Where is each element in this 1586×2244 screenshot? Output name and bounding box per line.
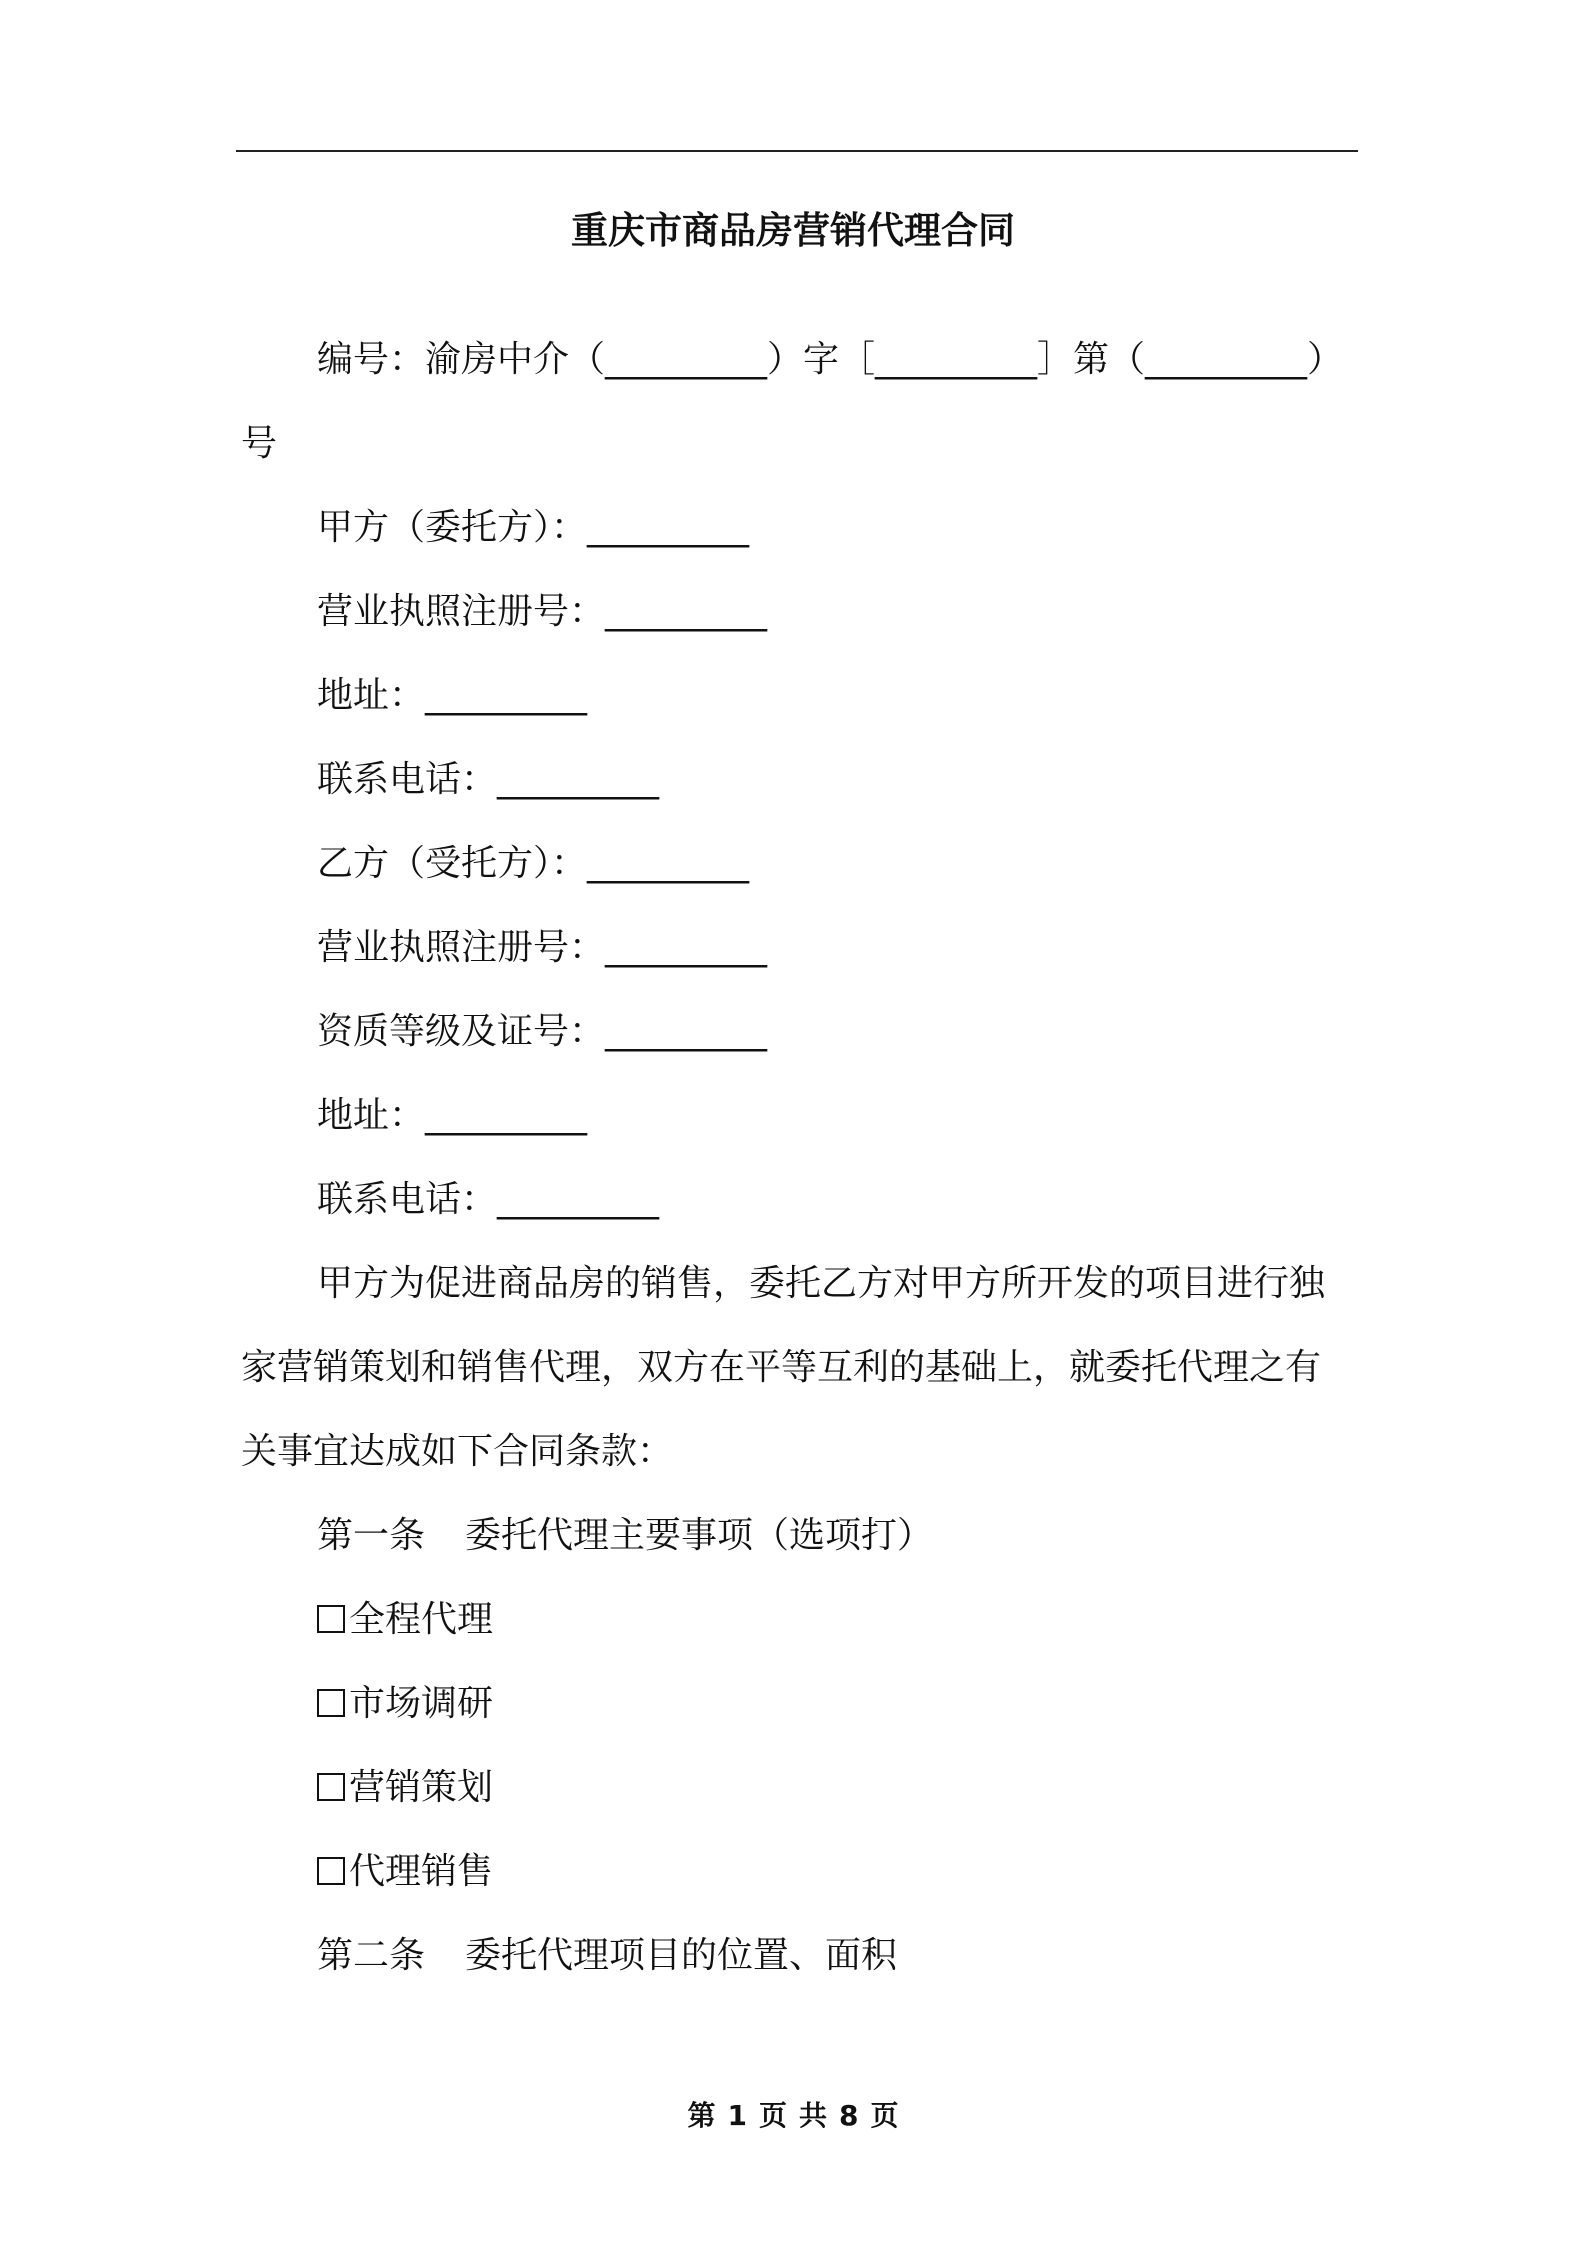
checkbox-marketing-planning[interactable] bbox=[317, 1773, 345, 1801]
party-b-name: 乙方（受托方）：_________ bbox=[317, 843, 750, 884]
page-footer bbox=[0, 2094, 1586, 2134]
party-b-license: 营业执照注册号：_________ bbox=[317, 927, 768, 968]
party-b-qualification: 资质等级及证号：_________ bbox=[317, 1011, 768, 1052]
option-sales-agency bbox=[241, 1830, 1356, 1914]
option-label: 营销策划 bbox=[349, 1767, 494, 1808]
option-full-agency bbox=[241, 1578, 1356, 1662]
preamble-line-3: 关事宜达成如下合同条款： bbox=[241, 1431, 674, 1472]
article-2-heading bbox=[241, 1914, 1356, 1998]
party-a-license: 营业执照注册号：_________ bbox=[317, 591, 768, 632]
footer-label: 页 bbox=[870, 2099, 899, 2132]
checkbox-full-agency[interactable] bbox=[317, 1605, 345, 1633]
checkbox-market-research[interactable] bbox=[317, 1689, 345, 1717]
contract-number-line: 编号：渝房中介（_________）字［_________］第（_________） bbox=[317, 339, 1344, 380]
article-1-title: 委托代理主要事项（选项打） bbox=[465, 1515, 934, 1556]
checkbox-sales-agency[interactable] bbox=[317, 1857, 345, 1885]
preamble-line-1: 甲方为促进商品房的销售，委托乙方对甲方所开发的项目进行独 bbox=[317, 1263, 1326, 1304]
document-body bbox=[241, 318, 1356, 1998]
article-2-title: 委托代理项目的位置、面积 bbox=[465, 1935, 898, 1976]
option-marketing-planning bbox=[241, 1746, 1356, 1830]
party-b-phone: 联系电话：_________ bbox=[317, 1179, 660, 1220]
page-total: 8 bbox=[839, 2099, 859, 2132]
party-a-phone: 联系电话：_________ bbox=[317, 759, 660, 800]
party-a-address: 地址：_________ bbox=[317, 675, 588, 716]
header-rule bbox=[236, 150, 1358, 152]
article-2-number: 第二条 bbox=[317, 1935, 426, 1976]
preamble-line-2: 家营销策划和销售代理，双方在平等互利的基础上，就委托代理之有 bbox=[241, 1347, 1322, 1388]
page-current: 1 bbox=[727, 2099, 747, 2132]
option-label: 市场调研 bbox=[349, 1683, 494, 1724]
document-title: 重庆市商品房营销代理合同 bbox=[571, 209, 1015, 252]
contract-number-line-continued: 号 bbox=[241, 423, 278, 464]
party-b-address: 地址：_________ bbox=[317, 1095, 588, 1136]
article-1-heading bbox=[241, 1494, 1356, 1578]
footer-label: 页 bbox=[758, 2099, 787, 2132]
party-a-name: 甲方（委托方）：_________ bbox=[317, 507, 750, 548]
option-label: 全程代理 bbox=[349, 1599, 494, 1640]
footer-label: 共 bbox=[799, 2099, 828, 2132]
option-label: 代理销售 bbox=[349, 1851, 494, 1892]
option-market-research bbox=[241, 1662, 1356, 1746]
footer-label: 第 bbox=[687, 2099, 716, 2132]
article-1-number: 第一条 bbox=[317, 1515, 426, 1556]
